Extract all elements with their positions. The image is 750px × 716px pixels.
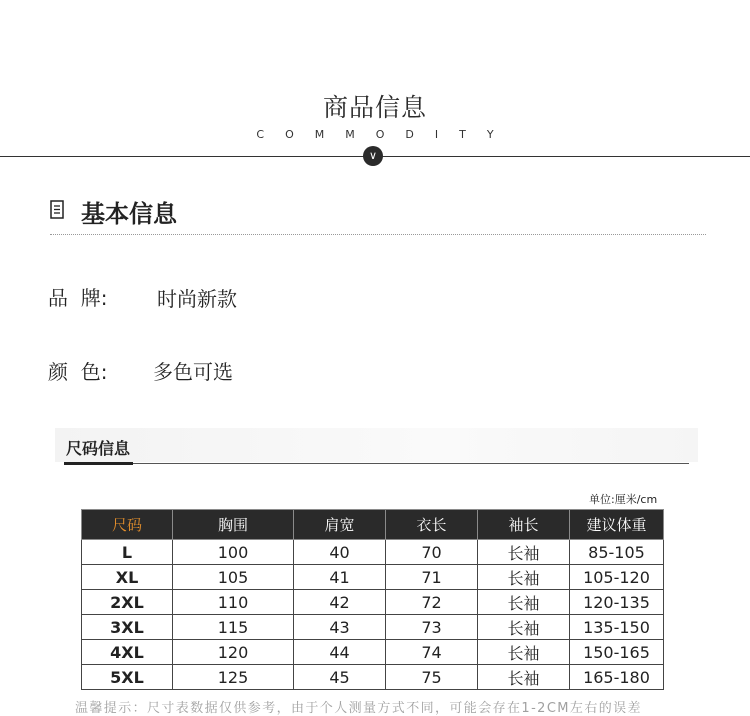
page-subtitle: COMMODITY <box>256 128 515 141</box>
table-row <box>82 665 664 690</box>
basic-info-title: 基本信息 <box>81 200 177 228</box>
table-cell: 120 <box>173 640 294 665</box>
table-cell: 长袖 <box>478 665 570 690</box>
table-cell: 72 <box>386 590 478 615</box>
table-cell: 3XL <box>82 615 173 640</box>
brand-value: 时尚新款 <box>157 287 237 311</box>
table-row <box>82 615 664 640</box>
table-cell: 105-120 <box>570 565 664 590</box>
table-cell: 105 <box>173 565 294 590</box>
table-cell: 125 <box>173 665 294 690</box>
brand-label: 品 牌: <box>48 286 108 310</box>
table-cell: 41 <box>294 565 386 590</box>
table-cell: XL <box>82 565 173 590</box>
column-header: 胸围 <box>173 510 294 540</box>
table-cell: 4XL <box>82 640 173 665</box>
color-value: 多色可选 <box>153 360 233 384</box>
table-row <box>82 540 664 565</box>
column-header: 建议体重 <box>570 510 664 540</box>
page-title: 商品信息 <box>322 93 427 122</box>
table-row <box>82 565 664 590</box>
table-cell: 42 <box>294 590 386 615</box>
size-table <box>81 509 664 690</box>
chevron-down-icon: ∨ <box>363 146 383 166</box>
table-row <box>82 640 664 665</box>
table-cell: 长袖 <box>478 540 570 565</box>
table-cell: 70 <box>386 540 478 565</box>
table-row <box>82 590 664 615</box>
table-cell: 40 <box>294 540 386 565</box>
table-cell: 45 <box>294 665 386 690</box>
size-note: 温馨提示：尺寸表数据仅供参考，由于个人测量方式不同，可能会存在1-2CM左右的误差 <box>75 701 642 716</box>
column-header: 袖长 <box>478 510 570 540</box>
table-cell: 110 <box>173 590 294 615</box>
size-info-divider <box>64 463 689 464</box>
table-cell: 长袖 <box>478 615 570 640</box>
size-table-header <box>82 510 664 540</box>
table-cell: 85-105 <box>570 540 664 565</box>
table-cell: 75 <box>386 665 478 690</box>
table-cell: 120-135 <box>570 590 664 615</box>
table-cell: 长袖 <box>478 590 570 615</box>
table-cell: 长袖 <box>478 640 570 665</box>
table-cell: 44 <box>294 640 386 665</box>
document-icon <box>50 200 64 219</box>
size-info-band <box>55 428 698 462</box>
column-header: 肩宽 <box>294 510 386 540</box>
table-cell: 5XL <box>82 665 173 690</box>
unit-label: 单位:厘米/cm <box>589 493 658 506</box>
table-cell: 165-180 <box>570 665 664 690</box>
table-cell: 115 <box>173 615 294 640</box>
table-cell: 43 <box>294 615 386 640</box>
column-header: 衣长 <box>386 510 478 540</box>
table-cell: 73 <box>386 615 478 640</box>
column-header: 尺码 <box>82 510 173 540</box>
size-info-underline <box>64 462 133 465</box>
dotted-divider <box>50 234 706 235</box>
table-cell: 135-150 <box>570 615 664 640</box>
table-cell: 150-165 <box>570 640 664 665</box>
table-cell: 100 <box>173 540 294 565</box>
size-info-title: 尺码信息 <box>66 439 131 458</box>
table-cell: 74 <box>386 640 478 665</box>
color-label: 颜 色: <box>48 360 108 384</box>
table-cell: 长袖 <box>478 565 570 590</box>
table-cell: 71 <box>386 565 478 590</box>
table-cell: L <box>82 540 173 565</box>
table-cell: 2XL <box>82 590 173 615</box>
